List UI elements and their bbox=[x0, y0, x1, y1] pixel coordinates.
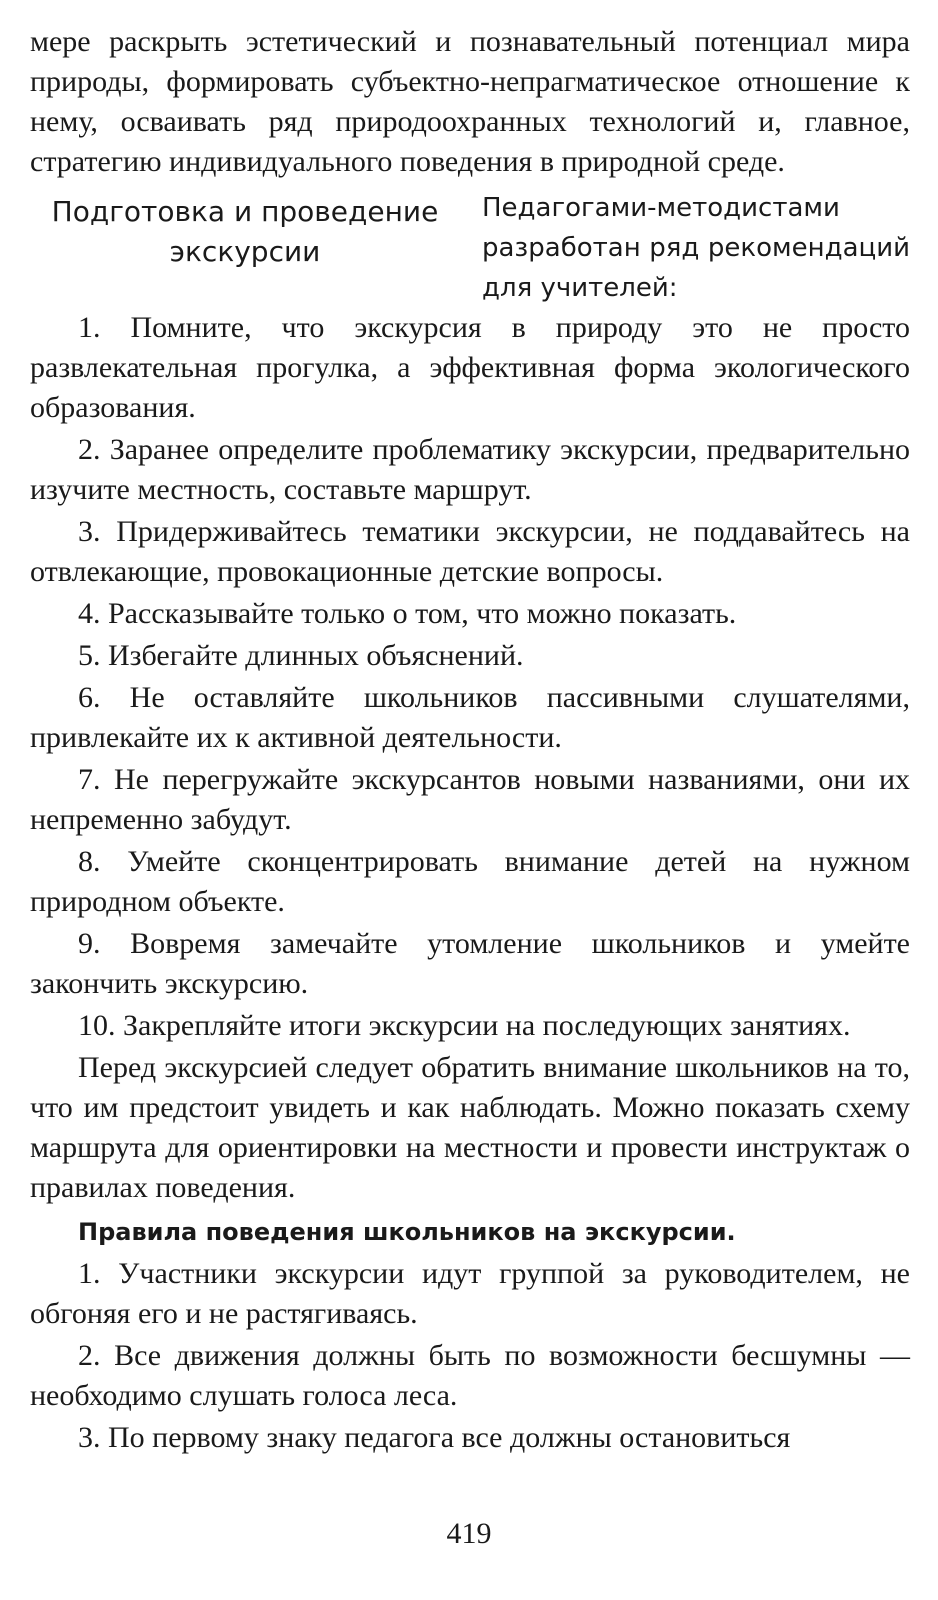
rule-item: 2. Все движения должны быть по возможности бесшумны — необходимо слушать голоса леса. bbox=[30, 1339, 910, 1412]
rules-heading: Правила поведения школьников на экскурсии. bbox=[78, 1218, 736, 1246]
recommendation-item: 8. Умейте сконцентрировать внимание детей на нужном природном объекте. bbox=[30, 845, 910, 918]
recommendation-item: 10. Закрепляйте итоги экскурсии на последующих занятиях. bbox=[78, 1009, 851, 1042]
page-content bbox=[30, 22, 910, 1458]
page-number: 419 bbox=[446, 1517, 492, 1550]
section-heading-line2: экскурсии bbox=[169, 235, 321, 268]
recommendation-item: 1. Помните, что экскурсия в природу это не просто развлекательная прогулка, а эффективная форма экологического образования. bbox=[30, 311, 910, 424]
recommendation-item: 3. Придерживайтесь тематики экскурсии, не поддавайтесь на отвлекающие, провокационные детские вопросы. bbox=[30, 515, 910, 588]
section-heading-line1: Подготовка и проведение bbox=[51, 195, 439, 228]
recommendation-item: 6. Не оставляйте школьников пассивными слушателями, привлекайте их к активной деятельности. bbox=[30, 681, 910, 754]
recommendation-item: 9. Вовремя замечайте утомление школьников и умейте закончить экскурсию. bbox=[30, 927, 910, 1000]
pre-excursion-paragraph: Перед экскурсией следует обратить внимание школьников на то, что им предстоит увидеть и как наблюдать. Можно показать схему маршрута для ориентировки на местности и провести инструктаж о правилах поведения. bbox=[30, 1051, 910, 1204]
section-heading bbox=[30, 188, 460, 272]
intro-paragraph: мере раскрыть эстетический и познавательный потенциал мира природы, формировать субъектно-непрагматическое отношение к нему, осваивать ряд природоохранных технологий и, главное, стратегию индивидуального поведения в природной среде. bbox=[30, 25, 910, 178]
recommendation-item: 5. Избегайте длинных объяснений. bbox=[78, 639, 524, 672]
recommendation-item: 2. Заранее определите проблематику экскурсии, предварительно изучите местность, составьте маршрут. bbox=[30, 433, 910, 506]
section-intro: Педагогами-методистами разработан ряд рекомендаций для учителей: bbox=[482, 193, 910, 303]
recommendation-item: 4. Рассказывайте только о том, что можно показать. bbox=[78, 597, 737, 630]
section-header-row bbox=[30, 188, 910, 308]
rule-item: 1. Участники экскурсии идут группой за руководителем, не обгоняя его и не растягиваясь. bbox=[30, 1257, 910, 1330]
recommendation-item: 7. Не перегружайте экскурсантов новыми названиями, они их непременно забудут. bbox=[30, 763, 910, 836]
rule-item: 3. По первому знаку педагога все должны остановиться bbox=[78, 1421, 791, 1454]
